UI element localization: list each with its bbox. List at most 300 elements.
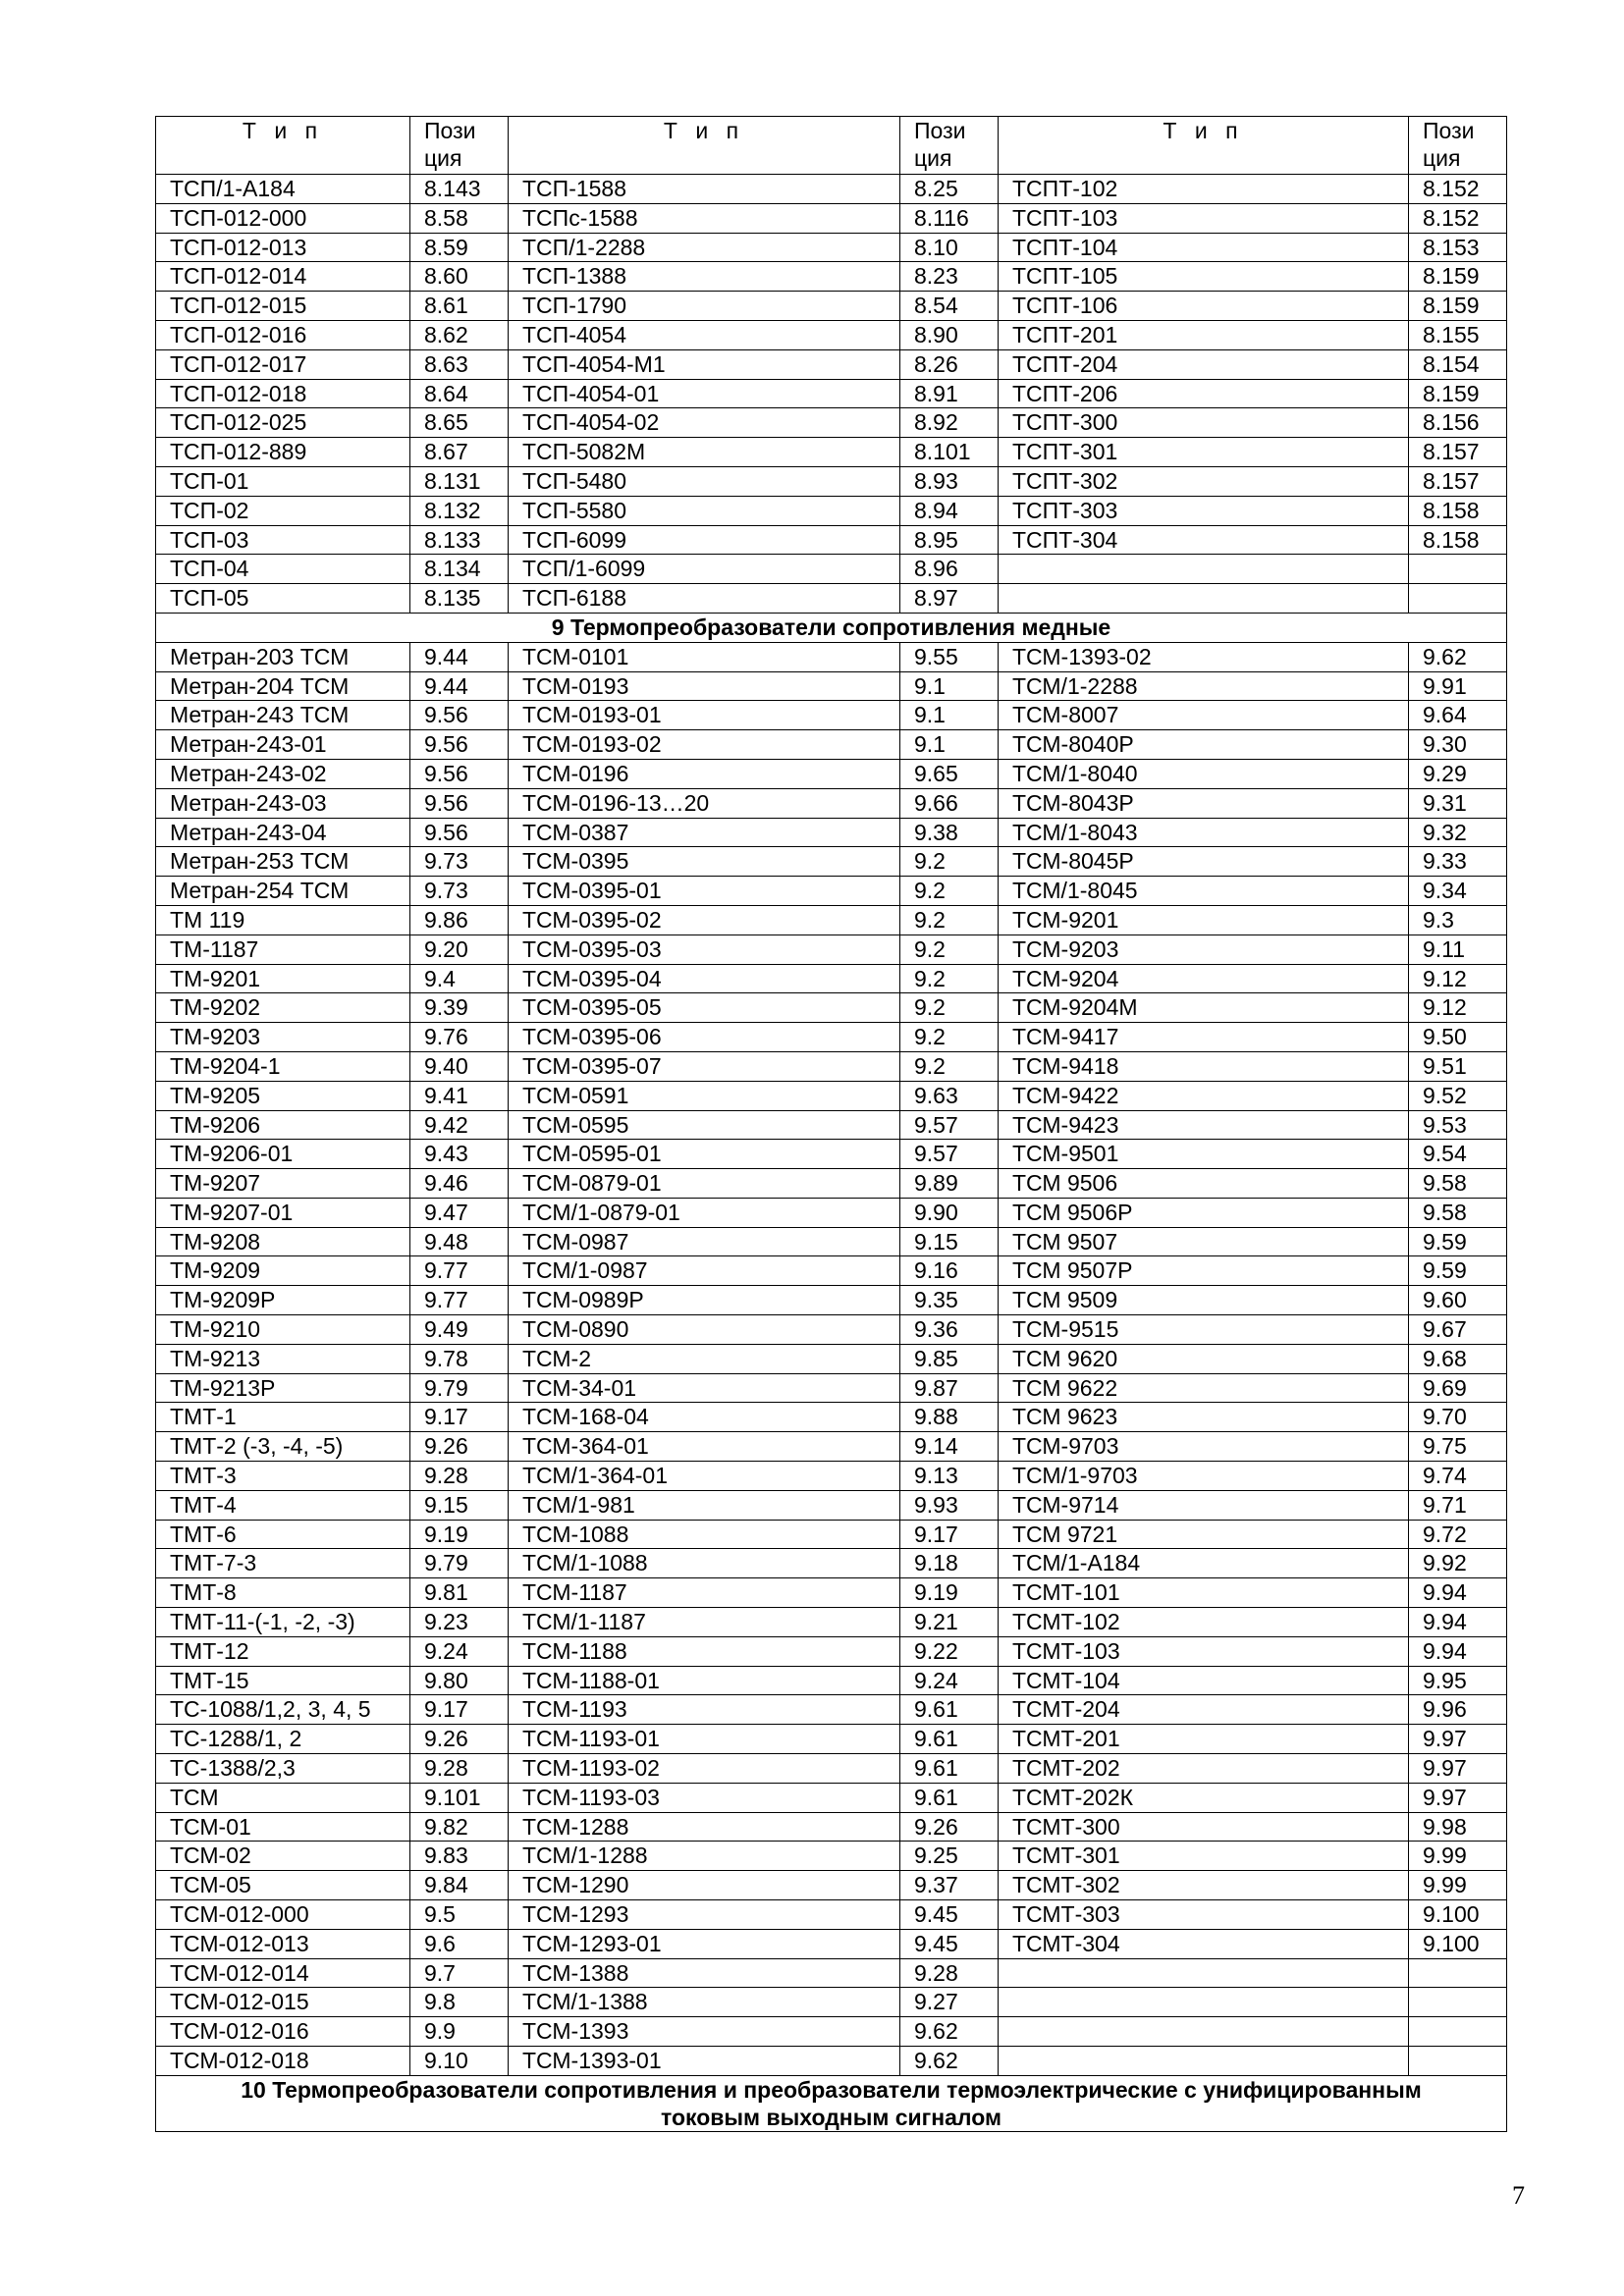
column-header-type: Т и п — [509, 117, 900, 175]
position-cell: 9.44 — [410, 642, 509, 671]
table-row — [156, 1081, 1507, 1110]
position-cell: 9.2 — [900, 964, 999, 993]
position-cell: 9.1 — [900, 730, 999, 760]
type-cell: ТСП-012-000 — [156, 203, 410, 233]
type-cell: ТСМ-0196-13…20 — [509, 788, 900, 818]
type-cell: ТСПТ-103 — [999, 203, 1409, 233]
type-cell: Метран-203 ТСМ — [156, 642, 410, 671]
type-cell: ТСМ-8040Р — [999, 730, 1409, 760]
position-cell: 9.94 — [1409, 1578, 1507, 1608]
position-cell: 8.153 — [1409, 233, 1507, 262]
type-cell: ТМ-9213Р — [156, 1373, 410, 1403]
position-cell: 9.36 — [900, 1315, 999, 1345]
table-row — [156, 1286, 1507, 1315]
type-cell: ТСМ-02 — [156, 1842, 410, 1871]
position-cell: 9.66 — [900, 788, 999, 818]
position-cell: 8.10 — [900, 233, 999, 262]
type-cell — [999, 584, 1409, 614]
position-cell: 9.15 — [900, 1227, 999, 1256]
type-cell: ТСП-1790 — [509, 292, 900, 321]
type-cell: ТСМ 9509 — [999, 1286, 1409, 1315]
position-cell: 9.28 — [410, 1462, 509, 1491]
position-cell: 8.152 — [1409, 175, 1507, 204]
position-cell: 9.61 — [900, 1725, 999, 1754]
section-title: 9 Термопреобразователи сопротивления медные — [156, 613, 1507, 642]
position-cell: 8.156 — [1409, 408, 1507, 438]
position-cell: 8.90 — [900, 320, 999, 349]
type-cell: ТМ 119 — [156, 905, 410, 934]
position-cell: 9.1 — [900, 671, 999, 701]
position-cell: 9.12 — [1409, 993, 1507, 1023]
table-row — [156, 1636, 1507, 1666]
type-cell: ТСМ 9622 — [999, 1373, 1409, 1403]
type-cell: ТСПТ-206 — [999, 379, 1409, 408]
position-cell: 9.52 — [1409, 1081, 1507, 1110]
position-cell: 9.99 — [1409, 1871, 1507, 1900]
type-cell: ТСМ-0395-01 — [509, 877, 900, 906]
type-cell: Метран-204 ТСМ — [156, 671, 410, 701]
position-cell: 9.57 — [900, 1110, 999, 1140]
type-cell: ТМ-9207-01 — [156, 1198, 410, 1227]
type-cell: ТМ-9213 — [156, 1344, 410, 1373]
position-cell: 9.69 — [1409, 1373, 1507, 1403]
type-cell: ТМ-9208 — [156, 1227, 410, 1256]
type-cell: ТСП-012-017 — [156, 349, 410, 379]
position-cell — [1409, 1988, 1507, 2017]
type-cell: ТСМ — [156, 1783, 410, 1812]
position-cell: 9.61 — [900, 1783, 999, 1812]
position-cell: 8.63 — [410, 349, 509, 379]
type-cell: ТСП-4054 — [509, 320, 900, 349]
type-cell: ТСМ-9422 — [999, 1081, 1409, 1110]
type-cell: ТСМ 9623 — [999, 1403, 1409, 1432]
type-cell: ТМ-9210 — [156, 1315, 410, 1345]
type-cell: ТМ-9209Р — [156, 1286, 410, 1315]
position-cell: 9.42 — [410, 1110, 509, 1140]
position-cell: 9.17 — [410, 1403, 509, 1432]
type-cell: ТСМ 9506Р — [999, 1198, 1409, 1227]
position-cell: 8.26 — [900, 349, 999, 379]
position-cell: 9.49 — [410, 1315, 509, 1345]
type-cell: ТСМТ-102 — [999, 1608, 1409, 1637]
type-cell: ТСП-012-025 — [156, 408, 410, 438]
position-cell: 9.74 — [1409, 1462, 1507, 1491]
position-cell: 9.28 — [900, 1958, 999, 1988]
position-cell: 9.100 — [1409, 1929, 1507, 1958]
type-cell: ТСПТ-106 — [999, 292, 1409, 321]
position-cell: 8.157 — [1409, 466, 1507, 496]
table-row — [156, 1432, 1507, 1462]
position-cell: 9.2 — [900, 847, 999, 877]
type-cell: ТСМ-0395-04 — [509, 964, 900, 993]
type-cell: ТСМ-0879-01 — [509, 1169, 900, 1199]
table-row — [156, 1783, 1507, 1812]
position-cell: 8.135 — [410, 584, 509, 614]
type-cell: ТМ-9202 — [156, 993, 410, 1023]
position-cell: 8.143 — [410, 175, 509, 204]
position-cell: 9.26 — [410, 1432, 509, 1462]
type-cell: ТСП-1388 — [509, 262, 900, 292]
position-cell: 8.60 — [410, 262, 509, 292]
section-title-row — [156, 613, 1507, 642]
table-row — [156, 1666, 1507, 1695]
type-cell: ТСМ-0193 — [509, 671, 900, 701]
page-number: 7 — [1512, 2181, 1525, 2210]
type-cell: ТСПТ-105 — [999, 262, 1409, 292]
position-cell: 9.56 — [410, 818, 509, 847]
table-row — [156, 788, 1507, 818]
type-cell: ТСМ 9506 — [999, 1169, 1409, 1199]
position-cell: 9.17 — [900, 1520, 999, 1549]
type-cell: ТСПТ-303 — [999, 496, 1409, 525]
column-header-type: Т и п — [999, 117, 1409, 175]
column-header-position: Пози ция — [1409, 117, 1507, 175]
position-cell: 8.65 — [410, 408, 509, 438]
position-cell: 9.24 — [410, 1636, 509, 1666]
type-cell: ТСМ-0395-05 — [509, 993, 900, 1023]
position-cell: 9.2 — [900, 877, 999, 906]
type-cell: ТМ-9203 — [156, 1023, 410, 1052]
type-cell: ТСМ-9204 — [999, 964, 1409, 993]
position-cell: 9.35 — [900, 1286, 999, 1315]
type-cell: ТСМ-9703 — [999, 1432, 1409, 1462]
position-cell: 9.51 — [1409, 1051, 1507, 1081]
position-cell: 8.96 — [900, 555, 999, 584]
type-cell: ТС-1388/2,3 — [156, 1754, 410, 1784]
type-cell: ТСМТ-300 — [999, 1812, 1409, 1842]
type-cell: ТСМ-8007 — [999, 701, 1409, 730]
type-cell: ТСМ-9714 — [999, 1490, 1409, 1520]
type-cell: ТСПТ-201 — [999, 320, 1409, 349]
type-cell: ТСМТ-101 — [999, 1578, 1409, 1608]
table-body — [156, 175, 1507, 2132]
type-cell: Метран-243-04 — [156, 818, 410, 847]
type-cell: ТСМ-012-000 — [156, 1900, 410, 1930]
position-cell: 9.93 — [900, 1490, 999, 1520]
section-title-row — [156, 2075, 1507, 2131]
type-cell: ТСП-4054-М1 — [509, 349, 900, 379]
position-cell: 9.86 — [410, 905, 509, 934]
table-row — [156, 730, 1507, 760]
header-row — [156, 117, 1507, 175]
position-cell: 9.26 — [410, 1725, 509, 1754]
position-cell: 9.70 — [1409, 1403, 1507, 1432]
type-cell: ТСМ-1288 — [509, 1812, 900, 1842]
type-cell: ТСМ-8045Р — [999, 847, 1409, 877]
type-cell: ТСМ-0989Р — [509, 1286, 900, 1315]
type-cell: ТСМ-168-04 — [509, 1403, 900, 1432]
type-cell: ТСМТ-301 — [999, 1842, 1409, 1871]
position-cell: 9.14 — [900, 1432, 999, 1462]
position-cell: 9.56 — [410, 759, 509, 788]
type-cell: ТСМ-0395-02 — [509, 905, 900, 934]
position-cell: 9.23 — [410, 1608, 509, 1637]
table-row — [156, 438, 1507, 467]
table-row — [156, 349, 1507, 379]
position-cell: 9.71 — [1409, 1490, 1507, 1520]
position-cell: 9.100 — [1409, 1900, 1507, 1930]
type-cell: ТСМ/1-364-01 — [509, 1462, 900, 1491]
table-row — [156, 555, 1507, 584]
type-cell: ТСП-6099 — [509, 525, 900, 555]
type-cell: ТМТ-7-3 — [156, 1549, 410, 1578]
type-cell: ТСМ-1393 — [509, 2017, 900, 2047]
position-cell: 9.64 — [1409, 701, 1507, 730]
position-cell: 9.10 — [410, 2047, 509, 2076]
position-cell: 9.4 — [410, 964, 509, 993]
type-cell: ТСМ-9204М — [999, 993, 1409, 1023]
position-cell: 9.62 — [1409, 642, 1507, 671]
position-cell: 8.91 — [900, 379, 999, 408]
position-cell: 9.99 — [1409, 1842, 1507, 1871]
position-cell: 9.5 — [410, 1900, 509, 1930]
type-cell: ТСМТ-204 — [999, 1695, 1409, 1725]
table-row — [156, 2017, 1507, 2047]
type-cell: ТСМ-1193-01 — [509, 1725, 900, 1754]
position-cell: 9.21 — [900, 1608, 999, 1637]
position-cell: 9.37 — [900, 1871, 999, 1900]
type-cell: ТМ-9206 — [156, 1110, 410, 1140]
position-cell: 9.68 — [1409, 1344, 1507, 1373]
type-cell — [999, 555, 1409, 584]
table-row — [156, 1520, 1507, 1549]
position-cell: 9.19 — [900, 1578, 999, 1608]
type-cell: ТСПТ-300 — [999, 408, 1409, 438]
type-cell: ТСМ-1193-03 — [509, 1783, 900, 1812]
position-cell: 8.61 — [410, 292, 509, 321]
type-cell: ТСМ-1290 — [509, 1871, 900, 1900]
type-cell: ТСМ-8043Р — [999, 788, 1409, 818]
position-cell: 9.54 — [1409, 1140, 1507, 1169]
type-cell: ТМТ-8 — [156, 1578, 410, 1608]
position-cell: 9.32 — [1409, 818, 1507, 847]
table-row — [156, 993, 1507, 1023]
type-cell: ТСМ-1088 — [509, 1520, 900, 1549]
table-row — [156, 262, 1507, 292]
type-cell: ТМ-9201 — [156, 964, 410, 993]
type-cell: ТСП-4054-01 — [509, 379, 900, 408]
position-cell: 9.72 — [1409, 1520, 1507, 1549]
position-cell: 9.63 — [900, 1081, 999, 1110]
type-cell: ТМТ-11-(-1, -2, -3) — [156, 1608, 410, 1637]
position-cell: 9.47 — [410, 1198, 509, 1227]
type-cell: ТСП-4054-02 — [509, 408, 900, 438]
type-cell: ТМ-1187 — [156, 934, 410, 964]
type-cell: ТСМ/1-2288 — [999, 671, 1409, 701]
type-cell: ТМ-9207 — [156, 1169, 410, 1199]
position-cell: 8.134 — [410, 555, 509, 584]
position-cell: 8.62 — [410, 320, 509, 349]
table-row — [156, 1169, 1507, 1199]
type-cell: Метран-243-01 — [156, 730, 410, 760]
type-cell: ТСМ/1-981 — [509, 1490, 900, 1520]
position-cell — [1409, 555, 1507, 584]
type-cell: ТСМ-012-014 — [156, 1958, 410, 1988]
table-row — [156, 1140, 1507, 1169]
table-row — [156, 525, 1507, 555]
type-cell: ТСМ/1-8045 — [999, 877, 1409, 906]
position-cell: 8.59 — [410, 233, 509, 262]
type-cell: Метран-243 ТСМ — [156, 701, 410, 730]
type-cell: ТСМ/1-9703 — [999, 1462, 1409, 1491]
table-row — [156, 1051, 1507, 1081]
type-cell: ТСМТ-104 — [999, 1666, 1409, 1695]
position-cell: 9.61 — [900, 1754, 999, 1784]
type-cell: ТСМ-364-01 — [509, 1432, 900, 1462]
position-cell: 9.27 — [900, 1988, 999, 2017]
type-cell: ТСМ-0595 — [509, 1110, 900, 1140]
type-cell: ТМТ-2 (-3, -4, -5) — [156, 1432, 410, 1462]
type-cell: ТСП-01 — [156, 466, 410, 496]
position-cell: 9.56 — [410, 788, 509, 818]
position-cell: 9.19 — [410, 1520, 509, 1549]
position-cell: 9.90 — [900, 1198, 999, 1227]
type-cell: ТСМТ-202 — [999, 1754, 1409, 1784]
table-row — [156, 1403, 1507, 1432]
position-cell: 9.2 — [900, 993, 999, 1023]
position-cell: 9.46 — [410, 1169, 509, 1199]
table-row — [156, 1842, 1507, 1871]
type-cell: ТСП-04 — [156, 555, 410, 584]
position-cell: 9.101 — [410, 1783, 509, 1812]
type-cell: ТСПТ-102 — [999, 175, 1409, 204]
position-cell: 9.85 — [900, 1344, 999, 1373]
type-cell: ТСМ-1188-01 — [509, 1666, 900, 1695]
position-cell: 9.15 — [410, 1490, 509, 1520]
type-cell: ТМТ-15 — [156, 1666, 410, 1695]
type-cell: ТМТ-4 — [156, 1490, 410, 1520]
position-cell: 9.50 — [1409, 1023, 1507, 1052]
table-row — [156, 1929, 1507, 1958]
table-row — [156, 1812, 1507, 1842]
position-cell: 9.22 — [900, 1636, 999, 1666]
type-cell: ТСМ-9515 — [999, 1315, 1409, 1345]
table-row — [156, 934, 1507, 964]
type-cell: ТСМ-2 — [509, 1344, 900, 1373]
position-cell: 9.38 — [900, 818, 999, 847]
type-cell: ТСМ-9203 — [999, 934, 1409, 964]
type-cell: ТСМ/1-1288 — [509, 1842, 900, 1871]
table-row — [156, 408, 1507, 438]
position-cell: 9.26 — [900, 1812, 999, 1842]
type-cell: ТСМ-0395-06 — [509, 1023, 900, 1052]
table-row — [156, 1462, 1507, 1491]
type-cell: ТСПТ-301 — [999, 438, 1409, 467]
position-cell: 9.77 — [410, 1286, 509, 1315]
type-cell: ТСМ/1-0987 — [509, 1256, 900, 1286]
table-row — [156, 1198, 1507, 1227]
type-cell: ТСМ/1-8040 — [999, 759, 1409, 788]
index-table — [155, 116, 1507, 2132]
position-cell: 9.79 — [410, 1373, 509, 1403]
type-cell: ТСПТ-104 — [999, 233, 1409, 262]
position-cell: 9.2 — [900, 905, 999, 934]
position-cell: 9.65 — [900, 759, 999, 788]
position-cell: 9.62 — [900, 2047, 999, 2076]
position-cell: 9.78 — [410, 1344, 509, 1373]
type-cell — [999, 1958, 1409, 1988]
type-cell: ТСМ-1393-01 — [509, 2047, 900, 2076]
position-cell: 9.25 — [900, 1842, 999, 1871]
position-cell: 9.60 — [1409, 1286, 1507, 1315]
type-cell — [999, 2017, 1409, 2047]
table-row — [156, 1725, 1507, 1754]
table-row — [156, 320, 1507, 349]
type-cell: ТСМ-1193-02 — [509, 1754, 900, 1784]
position-cell: 9.39 — [410, 993, 509, 1023]
type-cell: ТМТ-12 — [156, 1636, 410, 1666]
type-cell: ТСМ/1-1388 — [509, 1988, 900, 2017]
type-cell: ТСП/1-А184 — [156, 175, 410, 204]
position-cell: 9.31 — [1409, 788, 1507, 818]
type-cell: ТСМ-9423 — [999, 1110, 1409, 1140]
type-cell: ТСМ/1-А184 — [999, 1549, 1409, 1578]
position-cell: 9.87 — [900, 1373, 999, 1403]
position-cell: 9.59 — [1409, 1227, 1507, 1256]
type-cell: ТСПТ-204 — [999, 349, 1409, 379]
type-cell: ТСП-012-889 — [156, 438, 410, 467]
position-cell: 9.30 — [1409, 730, 1507, 760]
position-cell: 9.75 — [1409, 1432, 1507, 1462]
type-cell: ТМ-9204-1 — [156, 1051, 410, 1081]
type-cell: ТМТ-3 — [156, 1462, 410, 1491]
table-row — [156, 1373, 1507, 1403]
position-cell: 9.44 — [410, 671, 509, 701]
type-cell: ТСМ-0395 — [509, 847, 900, 877]
table-row — [156, 964, 1507, 993]
type-cell: ТС-1088/1,2, 3, 4, 5 — [156, 1695, 410, 1725]
position-cell: 9.89 — [900, 1169, 999, 1199]
type-cell: ТСМ 9721 — [999, 1520, 1409, 1549]
table-row — [156, 1754, 1507, 1784]
position-cell: 9.94 — [1409, 1636, 1507, 1666]
position-cell: 9.8 — [410, 1988, 509, 2017]
column-header-position: Пози ция — [410, 117, 509, 175]
position-cell: 8.93 — [900, 466, 999, 496]
position-cell: 8.25 — [900, 175, 999, 204]
position-cell: 9.53 — [1409, 1110, 1507, 1140]
type-cell: ТМТ-1 — [156, 1403, 410, 1432]
position-cell: 8.133 — [410, 525, 509, 555]
table-row — [156, 175, 1507, 204]
position-cell: 9.24 — [900, 1666, 999, 1695]
position-cell: 9.3 — [1409, 905, 1507, 934]
table-row — [156, 1958, 1507, 1988]
position-cell: 9.58 — [1409, 1169, 1507, 1199]
type-cell: ТСПТ-302 — [999, 466, 1409, 496]
table-row — [156, 818, 1507, 847]
section-title: 10 Термопреобразователи сопротивления и преобразователи термоэлектрические с унифицированным токовым выходным сигналом — [156, 2075, 1507, 2131]
position-cell: 9.48 — [410, 1227, 509, 1256]
table-row — [156, 1608, 1507, 1637]
position-cell: 8.159 — [1409, 379, 1507, 408]
type-cell: ТСМ-1393-02 — [999, 642, 1409, 671]
type-cell: ТСМ-1293-01 — [509, 1929, 900, 1958]
position-cell: 8.159 — [1409, 262, 1507, 292]
position-cell: 9.6 — [410, 1929, 509, 1958]
type-cell: ТСПс-1588 — [509, 203, 900, 233]
type-cell: ТСМ-0987 — [509, 1227, 900, 1256]
table-row — [156, 496, 1507, 525]
position-cell: 8.67 — [410, 438, 509, 467]
position-cell: 9.13 — [900, 1462, 999, 1491]
type-cell: ТСМ-0387 — [509, 818, 900, 847]
type-cell: Метран-253 ТСМ — [156, 847, 410, 877]
type-cell: ТСМ-0193-02 — [509, 730, 900, 760]
position-cell: 9.59 — [1409, 1256, 1507, 1286]
position-cell: 9.57 — [900, 1140, 999, 1169]
position-cell: 9.56 — [410, 701, 509, 730]
